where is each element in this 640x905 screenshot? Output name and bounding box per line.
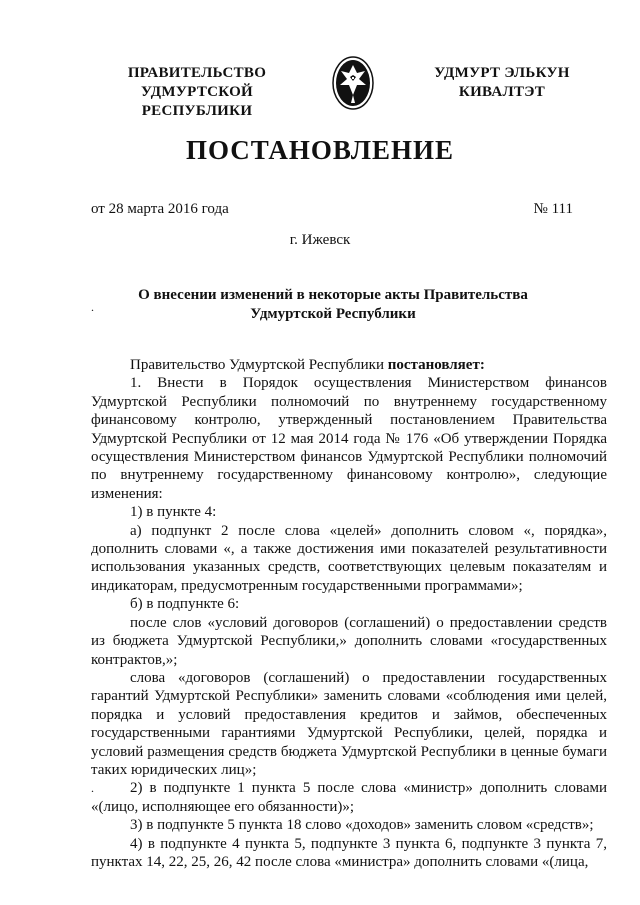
udmurt-coat-of-arms-icon: [331, 55, 375, 111]
document-title: ПОСТАНОВЛЕНИЕ: [185, 135, 455, 165]
paragraph: б) в подпункте 6:: [130, 596, 240, 613]
header-left-line1: ПРАВИТЕЛЬСТВО: [127, 65, 267, 81]
paragraph: 1) в пункте 4:: [130, 504, 217, 521]
document-body: [91, 356, 607, 871]
paragraph-intro: [91, 356, 607, 374]
paragraph: 2) в подпункте 1 пункта 5 после слова «министр» дополнить словами «(лицо, исполняющее его обязанности)»;: [91, 780, 607, 815]
header-right-line2: КИВАЛТЭТ: [458, 84, 546, 100]
document-number: № 111: [533, 201, 573, 217]
paragraph: 3) в подпункте 5 пункта 18 слово «доходов» заменить словом «средств»;: [130, 817, 594, 834]
header-left-line2: УДМУРТСКОЙ РЕСПУБЛИКИ: [141, 84, 253, 119]
paragraph: 4) в подпункте 4 пункта 5, подпункте 3 пункта 6, подпункте 3 пункта 7, пунктах 14, 22, 25, 26, 42 после слова «министра» дополнить словами «(лица,: [91, 835, 607, 870]
subject-line1: О внесении изменений в некоторые акты Правительства: [138, 287, 528, 303]
intro-text: Правительство Удмуртской Республики: [130, 357, 388, 373]
paragraph: а) подпункт 2 после слова «целей» дополнить словом «, порядка», дополнить словами «, а также достижения ими показателей результативности использования указанных средств, соответствующих целевым показателям и индикаторам, предусмотренным государственными программами»;: [91, 522, 607, 594]
document-date: от 28 марта 2016 года: [91, 201, 229, 217]
header-right-line1: УДМУРТ ЭЛЬКУН: [434, 65, 570, 81]
subject-line2: Удмуртской Республики: [250, 306, 416, 322]
document-subject: [120, 286, 546, 324]
paragraph: после слов «условий договоров (соглашений) о предоставлении средств из бюджета Удмуртской Республики,» дополнить словами «государственных контрактов,»;: [91, 614, 607, 668]
paragraph: слова «договоров (соглашений) о предоставлении государственных гарантий Удмуртской Республики» заменить словами «соблюдения ими целей, порядка и условий предоставления кредитов и займов, обеспеченных государственными гарантиями Удмуртской Республики, целей, порядка и условий размещения средств бюджета Удмуртской Республики в ценные бумаги таких юридических лиц»;: [91, 669, 607, 778]
intro-bold: постановляет:: [387, 357, 485, 373]
header-left: [86, 64, 308, 121]
header-right: [432, 64, 572, 102]
stray-mark: .: [91, 781, 94, 795]
paragraph: 1. Внести в Порядок осуществления Министерством финансов Удмуртской Республики полномочий по внутреннему государственному финансовому контролю, утвержденный постановлением Правительства Удмуртской Республики от 12 мая 2014 года № 176 «Об утверждении Порядка осуществления Министерством финансов Удмуртской Республики полномочий по внутреннему государственному финансовому контролю», следующие изменения:: [91, 375, 607, 502]
document-city: г. Ижевск: [289, 232, 351, 248]
stray-mark: .: [91, 300, 94, 314]
